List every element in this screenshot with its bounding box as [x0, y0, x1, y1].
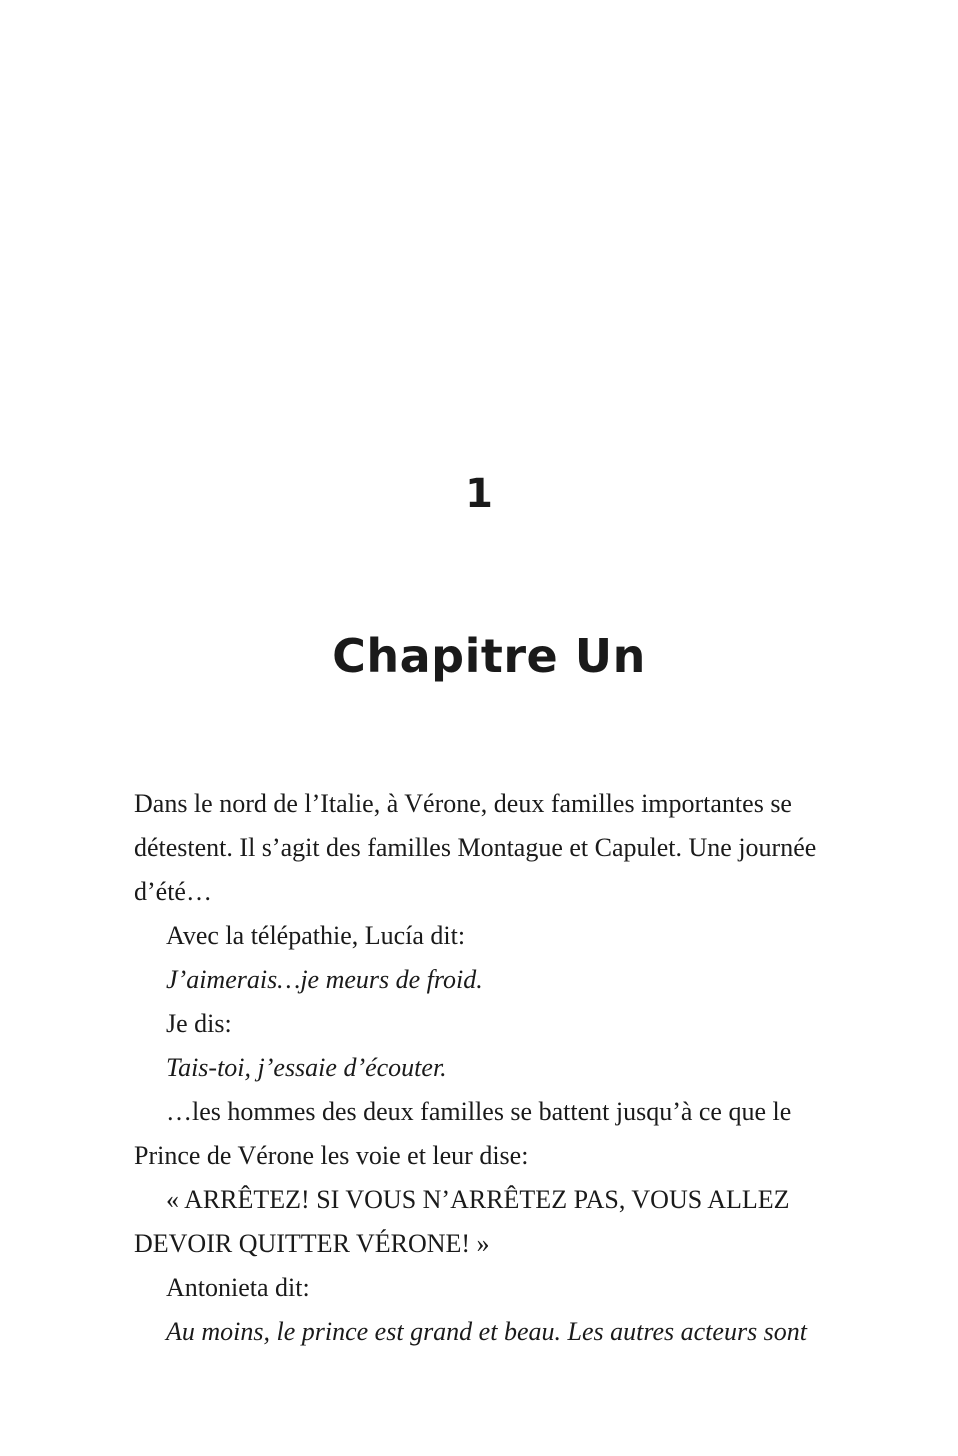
chapter-number: 1	[465, 471, 493, 517]
paragraph-dialogue: « ARRÊTEZ! SI VOUS N’ARRÊTEZ PAS, VOUS ALLEZ DEVOIR QUITTER VÉRONE! »	[134, 1185, 790, 1258]
paragraph-thought: Au moins, le prince est grand et beau. Les autres acteurs sont	[166, 1317, 808, 1346]
paragraph-narration: …les hommes des deux familles se battent jusqu’à ce que le Prince de Vérone les voie et leur dise:	[134, 1097, 792, 1170]
paragraph-thought: Tais-toi, j’essaie d’écouter.	[166, 1053, 447, 1082]
paragraph-narration: Avec la télépathie, Lucía dit:	[166, 921, 466, 950]
chapter-body	[134, 782, 834, 1354]
paragraph-narration: Je dis:	[166, 1009, 232, 1038]
paragraph-intro: Dans le nord de l’Italie, à Vérone, deux familles importantes se détestent. Il s’agit des familles Montague et Capulet. Une journée d’été…	[134, 789, 817, 906]
paragraph-narration: Antonieta dit:	[166, 1273, 310, 1302]
paragraph-thought: J’aimerais…je meurs de froid.	[166, 965, 483, 994]
chapter-title: Chapitre Un	[332, 629, 646, 683]
